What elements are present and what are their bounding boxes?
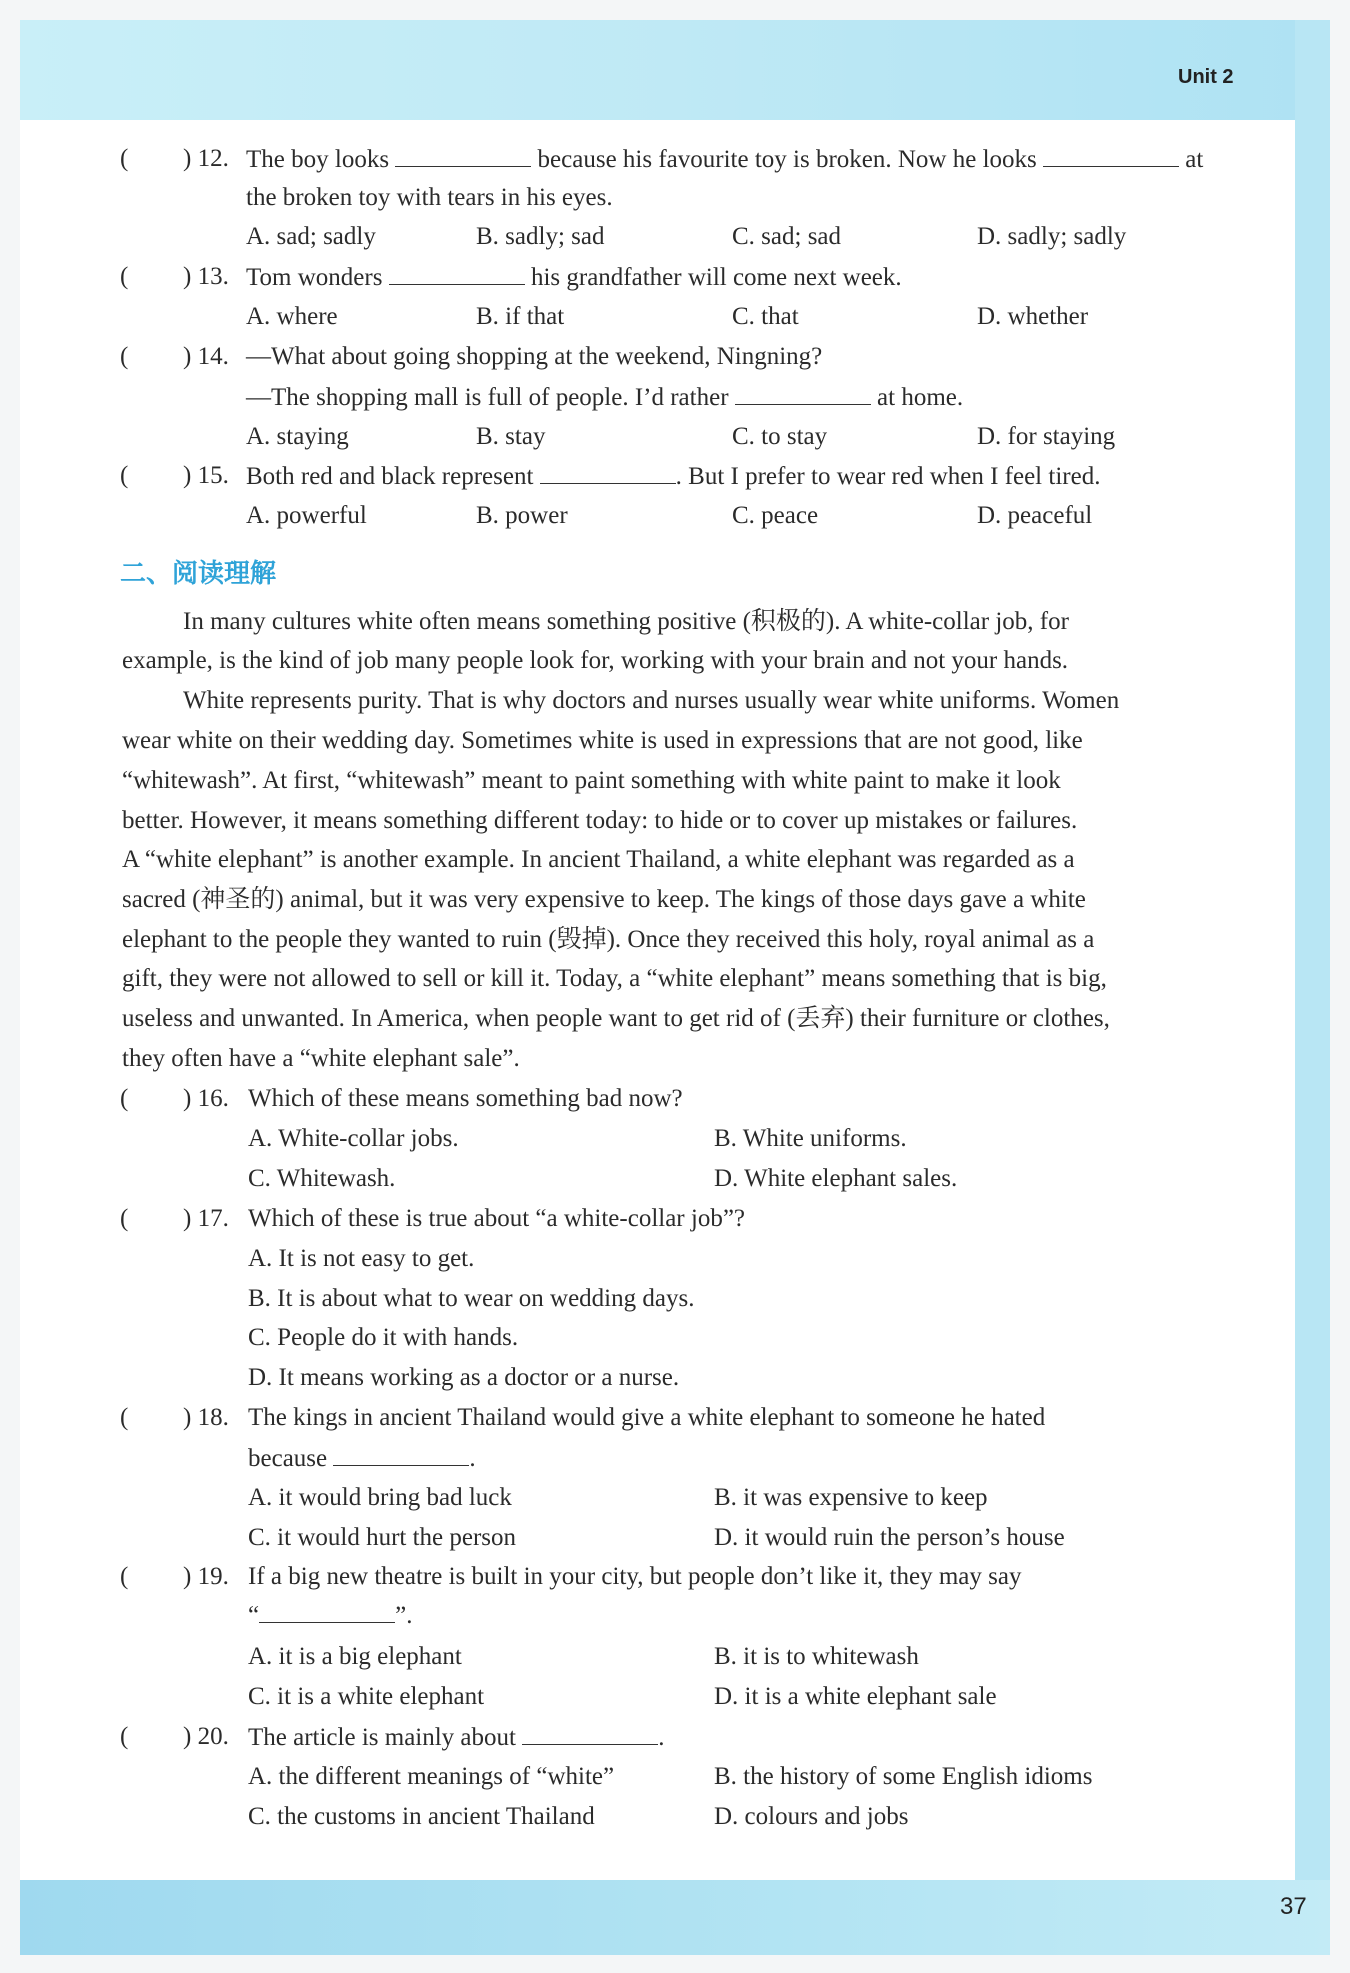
- stem-text: —What about going shopping at the weekend, Ningning?: [246, 343, 823, 370]
- question-stem: [246, 461, 1100, 492]
- passage-line: In many cultures white often means something positive (积极的). A white-collar job, for: [183, 608, 1069, 635]
- option-d[interactable]: D. White elephant sales.: [714, 1165, 958, 1192]
- option-d[interactable]: D. It means working as a doctor or a nurse.: [248, 1364, 680, 1391]
- option-d[interactable]: D. it is a white elephant sale: [714, 1683, 997, 1710]
- question-stem: [246, 382, 963, 413]
- option-c[interactable]: C. to stay: [732, 423, 828, 450]
- stem-text: Tom wonders: [246, 264, 383, 291]
- stem-text: —The shopping mall is full of people. I’d rather: [246, 384, 729, 411]
- question-stem: [248, 1600, 412, 1631]
- question-stem: [246, 144, 1203, 175]
- option-a[interactable]: A. sad; sadly: [246, 223, 376, 250]
- option-a[interactable]: A. where: [246, 303, 338, 330]
- section-title: 二、阅读理解: [120, 559, 277, 589]
- question-number: ) 18.: [183, 1404, 229, 1431]
- option-c[interactable]: C. the customs in ancient Thailand: [248, 1803, 595, 1830]
- option-a[interactable]: A. the different meanings of “white”: [248, 1763, 615, 1790]
- question-number: ) 16.: [183, 1085, 229, 1112]
- passage-line: A “white elephant” is another example. In ancient Thailand, a white elephant was regarded as a: [122, 846, 1075, 873]
- question-stem: [248, 1443, 476, 1474]
- option-a[interactable]: A. It is not easy to get.: [248, 1245, 475, 1272]
- stem-text: because: [248, 1445, 328, 1472]
- stem-text: Which of these is true about “a white-collar job”?: [248, 1205, 746, 1232]
- option-d[interactable]: D. sadly; sadly: [977, 223, 1127, 250]
- unit-label: Unit 2: [1178, 66, 1234, 88]
- answer-paren[interactable]: (: [120, 462, 129, 489]
- answer-blank[interactable]: [735, 382, 871, 405]
- passage-line: better. However, it means something different today: to hide or to cover up mistakes or failures.: [122, 807, 1078, 834]
- option-d[interactable]: D. whether: [977, 303, 1089, 330]
- option-b[interactable]: B. It is about what to wear on wedding days.: [248, 1285, 695, 1312]
- option-d[interactable]: D. colours and jobs: [714, 1803, 909, 1830]
- question-stem: [248, 1722, 664, 1753]
- passage-line: wear white on their wedding day. Sometimes white is used in expressions that are not good, like: [122, 727, 1083, 754]
- question-number: ) 20.: [183, 1723, 229, 1750]
- option-a[interactable]: A. powerful: [246, 502, 367, 529]
- question-stem: [246, 262, 902, 293]
- option-c[interactable]: C. it is a white elephant: [248, 1683, 485, 1710]
- question-number: ) 15.: [183, 462, 229, 489]
- stem-text: The kings in ancient Thailand would give a white elephant to someone he hated: [248, 1404, 1046, 1431]
- option-b[interactable]: B. it was expensive to keep: [714, 1484, 988, 1511]
- option-c[interactable]: C. People do it with hands.: [248, 1324, 519, 1351]
- option-b[interactable]: B. stay: [476, 423, 546, 450]
- option-c[interactable]: C. Whitewash.: [248, 1165, 396, 1192]
- stem-text: If a big new theatre is built in your city, but people don’t like it, they may say: [248, 1563, 1022, 1590]
- stem-text: because his favourite toy is broken. Now he looks: [537, 146, 1037, 173]
- answer-blank[interactable]: [1043, 144, 1179, 167]
- stem-text: Which of these means something bad now?: [248, 1085, 683, 1112]
- header-band: [20, 20, 1330, 120]
- option-a[interactable]: A. it is a big elephant: [248, 1643, 462, 1670]
- answer-blank[interactable]: [389, 262, 525, 285]
- passage-line: “whitewash”. At first, “whitewash” meant to paint something with white paint to make it look: [122, 767, 1061, 794]
- option-c[interactable]: C. peace: [732, 502, 819, 529]
- question-number: ) 13.: [183, 263, 229, 290]
- question-number: ) 12.: [183, 145, 229, 172]
- answer-paren[interactable]: (: [120, 1205, 129, 1232]
- footer-band: [20, 1880, 1330, 1955]
- passage-line: sacred (神圣的) animal, but it was very expensive to keep. The kings of those days gave a white: [122, 886, 1086, 913]
- option-c[interactable]: C. that: [732, 303, 799, 330]
- stem-text: .: [469, 1445, 476, 1472]
- page-number: 37: [1280, 1893, 1307, 1920]
- stem-text: at home.: [877, 384, 964, 411]
- side-band: [1295, 20, 1330, 1955]
- question-number: ) 17.: [183, 1205, 229, 1232]
- answer-blank[interactable]: [333, 1443, 469, 1466]
- option-c[interactable]: C. it would hurt the person: [248, 1524, 517, 1551]
- answer-blank[interactable]: [522, 1722, 658, 1745]
- stem-text: “: [248, 1602, 260, 1629]
- option-a[interactable]: A. it would bring bad luck: [248, 1484, 512, 1511]
- answer-paren[interactable]: (: [120, 343, 129, 370]
- option-a[interactable]: A. staying: [246, 423, 349, 450]
- option-b[interactable]: B. White uniforms.: [714, 1125, 907, 1152]
- option-d[interactable]: D. peaceful: [977, 502, 1093, 529]
- stem-text: . But I prefer to wear red when I feel tired.: [675, 463, 1101, 490]
- answer-paren[interactable]: (: [120, 1723, 129, 1750]
- passage-line: gift, they were not allowed to sell or kill it. Today, a “white elephant” means something that is big,: [122, 965, 1107, 992]
- passage-line: they often have a “white elephant sale”.: [122, 1045, 520, 1072]
- answer-paren[interactable]: (: [120, 145, 129, 172]
- option-b[interactable]: B. it is to whitewash: [714, 1643, 919, 1670]
- option-b[interactable]: B. power: [476, 502, 568, 529]
- stem-text: the broken toy with tears in his eyes.: [246, 184, 613, 211]
- question-number: ) 14.: [183, 343, 229, 370]
- passage-line: example, is the kind of job many people look for, working with your brain and not your hands.: [122, 647, 1069, 674]
- option-b[interactable]: B. if that: [476, 303, 565, 330]
- stem-text: The article is mainly about: [248, 1724, 516, 1751]
- answer-paren[interactable]: (: [120, 1085, 129, 1112]
- answer-paren[interactable]: (: [120, 263, 129, 290]
- option-c[interactable]: C. sad; sad: [732, 223, 842, 250]
- option-d[interactable]: D. for staying: [977, 423, 1116, 450]
- answer-paren[interactable]: (: [120, 1563, 129, 1590]
- option-b[interactable]: B. the history of some English idioms: [714, 1763, 1093, 1790]
- stem-text: his grandfather will come next week.: [530, 264, 902, 291]
- option-b[interactable]: B. sadly; sad: [476, 223, 605, 250]
- stem-text: at: [1185, 146, 1204, 173]
- stem-text: .: [658, 1724, 665, 1751]
- question-number: ) 19.: [183, 1563, 229, 1590]
- answer-paren[interactable]: (: [120, 1404, 129, 1431]
- stem-text: ”.: [395, 1602, 413, 1629]
- passage-line: useless and unwanted. In America, when people want to get rid of (丢弃) their furniture or clothes,: [122, 1005, 1110, 1032]
- answer-blank[interactable]: [540, 461, 676, 484]
- answer-blank[interactable]: [395, 144, 531, 167]
- passage-line: White represents purity. That is why doctors and nurses usually wear white uniforms. Women: [183, 687, 1120, 714]
- stem-text: The boy looks: [246, 146, 390, 173]
- option-a[interactable]: A. White-collar jobs.: [248, 1125, 459, 1152]
- passage-line: elephant to the people they wanted to ruin (毁掉). Once they received this holy, royal animal as a: [122, 926, 1095, 953]
- answer-blank[interactable]: [259, 1600, 395, 1623]
- stem-text: Both red and black represent: [246, 463, 534, 490]
- option-d[interactable]: D. it would ruin the person’s house: [714, 1524, 1065, 1551]
